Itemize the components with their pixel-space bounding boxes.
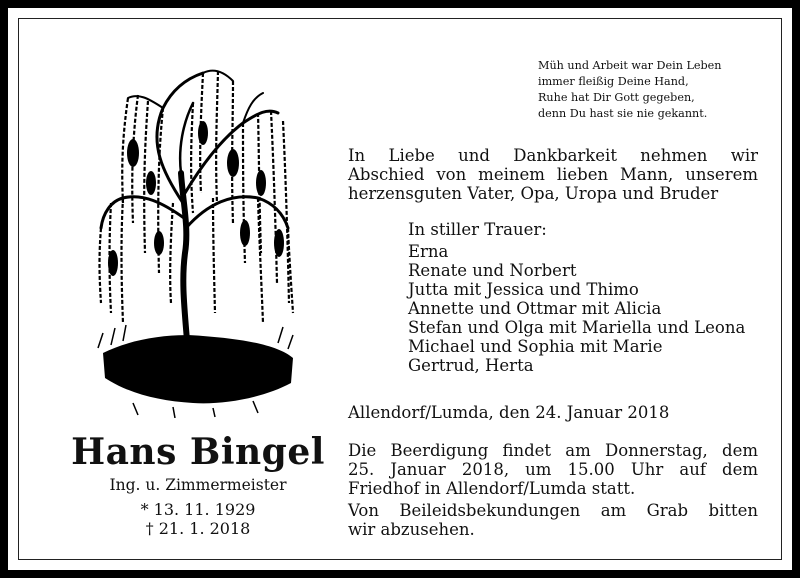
poem-line: immer fleißig Deine Hand, xyxy=(538,75,689,88)
mourners-list xyxy=(408,242,745,375)
death-date: † 21. 1. 2018 xyxy=(145,519,251,538)
funeral-notice xyxy=(348,441,758,498)
funeral-line: 25. Januar 2018, um 15.00 Uhr auf dem xyxy=(348,460,758,479)
mourner-entry: Gertrud, Herta xyxy=(408,356,534,375)
intro-line: herzensguten Vater, Opa, Uropa und Bruder xyxy=(348,184,719,203)
poem-line: Müh und Arbeit war Dein Leben xyxy=(538,59,722,72)
poem xyxy=(538,58,773,122)
mourner-entry: Erna xyxy=(408,242,449,261)
poem-line: Ruhe hat Dir Gott gegeben, xyxy=(538,91,695,104)
funeral-line: Friedhof in Allendorf/Lumda statt. xyxy=(348,479,636,498)
condolence-line: wir abzusehen. xyxy=(348,520,475,539)
life-dates xyxy=(68,500,328,538)
obituary-page xyxy=(8,8,792,570)
mourner-entry: Annette und Ottmar mit Alicia xyxy=(408,299,662,318)
birth-date: * 13. 11. 1929 xyxy=(140,500,256,519)
intro-line: Abschied von meinem lieben Mann, unserem xyxy=(348,165,758,184)
mourner-entry: Stefan und Olga mit Mariella und Leona xyxy=(408,318,746,337)
mourner-entry: Jutta mit Jessica und Thimo xyxy=(408,280,639,299)
intro-line: In Liebe und Dankbarkeit nehmen wir xyxy=(348,146,758,165)
intro-paragraph xyxy=(348,146,758,203)
funeral-line: Die Beerdigung findet am Donnerstag, dem xyxy=(348,441,758,460)
poem-line: denn Du hast sie nie gekannt. xyxy=(538,107,708,120)
weeping-willow-illustration xyxy=(93,53,298,418)
deceased-profession: Ing. u. Zimmermeister xyxy=(109,476,287,494)
condolence-notice xyxy=(348,501,758,539)
place-date: Allendorf/Lumda, den 24. Januar 2018 xyxy=(348,403,670,422)
mourning-heading: In stiller Trauer: xyxy=(408,220,547,239)
mourner-entry: Michael und Sophia mit Marie xyxy=(408,337,663,356)
deceased-name: Hans Bingel xyxy=(71,431,325,473)
mourner-entry: Renate und Norbert xyxy=(408,261,577,280)
condolence-line: Von Beileidsbekundungen am Grab bitten xyxy=(348,501,758,520)
